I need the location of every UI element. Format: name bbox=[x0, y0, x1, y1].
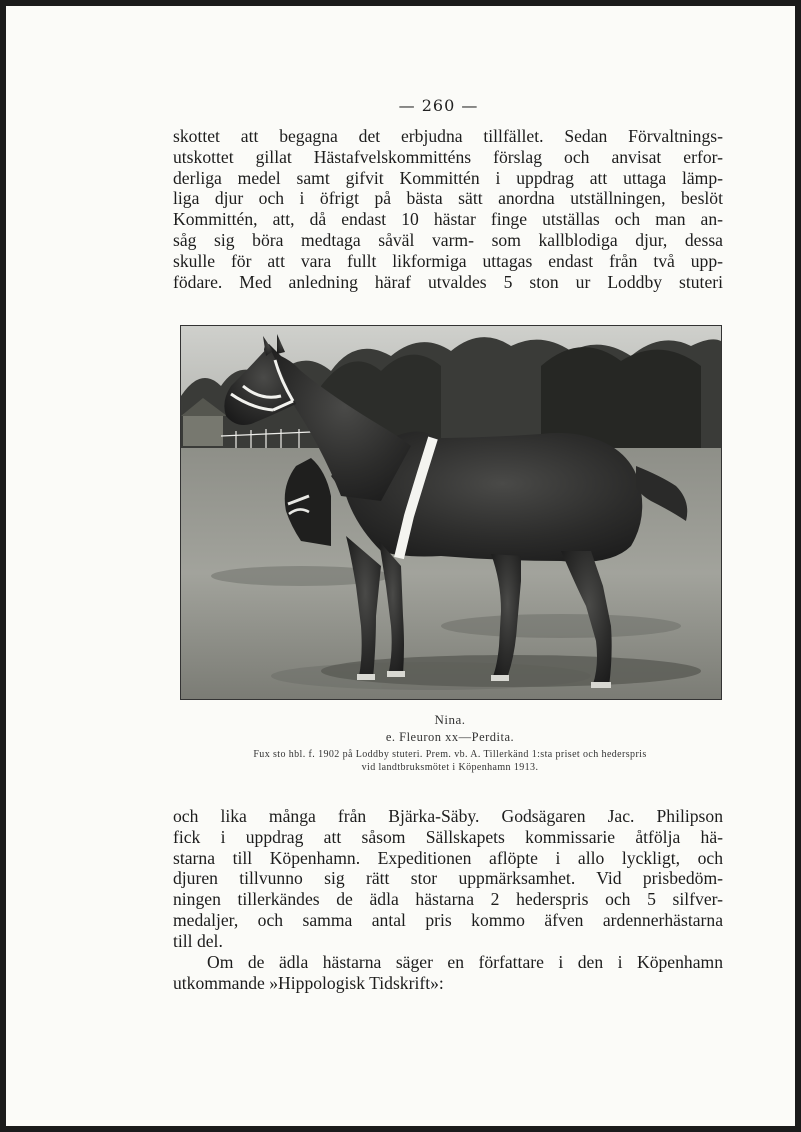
description-line: vid landtbruksmötet i Köpenhamn 1913. bbox=[361, 762, 539, 773]
description-line: Fux sto hbl. f. 1902 på Loddby stuteri. Prem. vb. A. Tillerkänd 1:sta priset och hederspris bbox=[253, 749, 647, 760]
text-line: medaljer, och samma antal pris kommo äfven ardennerhästarna bbox=[173, 909, 723, 930]
page-number: — 260 — bbox=[398, 96, 479, 115]
text-line: födare. Med anledning häraf utvaldes 5 ston ur Loddby stuteri bbox=[173, 271, 723, 292]
text-line: och lika många från Bjärka-Säby. Godsägaren Jac. Philipson bbox=[173, 806, 723, 826]
paragraph-2 bbox=[173, 806, 723, 952]
text-line: skulle för att vara fullt likformiga uttagas endast från två upp- bbox=[173, 250, 723, 271]
text-line: starna till Köpenhamn. Expeditionen aflöpte i allo lyckligt, och bbox=[173, 847, 723, 868]
text-line: derliga medel samt gifvit Kommittén i uppdrag att uttaga lämp- bbox=[173, 167, 723, 188]
text-line: skottet att begagna det erbjudna tillfället. Sedan Förvaltnings- bbox=[173, 126, 723, 146]
paragraph-1 bbox=[173, 126, 723, 292]
text-line: Kommittén, att, då endast 10 hästar finge utställas och man an- bbox=[173, 209, 723, 230]
horse-photograph bbox=[180, 325, 722, 700]
text-line: till del. bbox=[173, 930, 223, 951]
paragraph-3 bbox=[173, 952, 723, 994]
text-line: utkommande »Hippologisk Tidskrift»: bbox=[173, 972, 444, 993]
text-line: Om de ädla hästarna säger en författare i den i Köpenhamn bbox=[207, 952, 723, 972]
figure-title: Nina. bbox=[434, 712, 466, 727]
figure-pedigree: e. Fleuron xx—Perdita. bbox=[385, 730, 515, 744]
text-line: såg sig böra medtaga såväl varm- som kallblodiga djur, dessa bbox=[173, 229, 723, 250]
text-line: utskottet gillat Hästafvelskommitténs förslag och anvisat erfor- bbox=[173, 146, 723, 167]
text-line: liga djur och i öfrigt på bästa sätt anordna utställningen, beslöt bbox=[173, 188, 723, 209]
figure-description bbox=[180, 748, 720, 774]
text-line: ningen tillerkändes de ädla hästarna 2 hederspris och 5 silfver- bbox=[173, 889, 723, 910]
text-line: fick i uppdrag att såsom Sällskapets kommissarie åtfölja hä- bbox=[173, 826, 723, 847]
text-line: djuren tillvunno sig rätt stor uppmärksamhet. Vid prisbedöm- bbox=[173, 868, 723, 889]
